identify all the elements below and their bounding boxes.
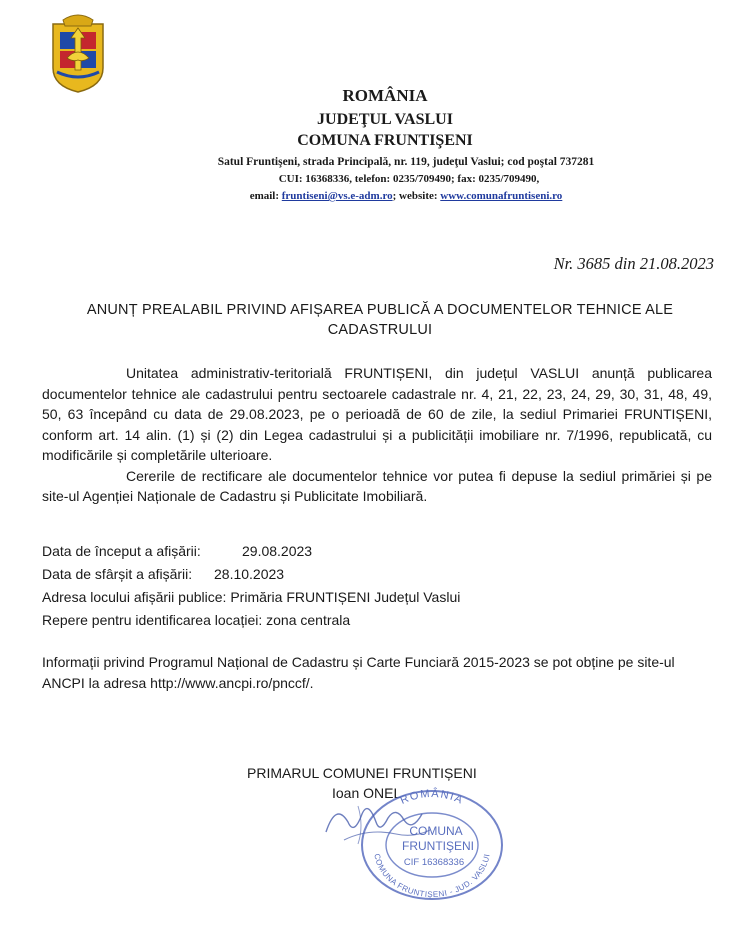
mayor-name: Ioan ONEL: [332, 785, 402, 801]
email-link[interactable]: fruntiseni@vs.e-adm.ro: [281, 190, 393, 202]
end-date-value: 28.10.2023: [214, 566, 285, 582]
stamp-middle-2: FRUNTIŞENI: [402, 839, 474, 853]
coat-of-arms-emblem: [47, 10, 109, 94]
body-paragraph-1: Unitatea administrativ-teritorială FRUNTIȘENI, din județul VASLUI anunță publicarea documentelor tehnice ale cadastrului pentru sectoarele cadastrale nr. 4, 21, 22, 23, 24, 29, 30, 31, 48, 49, 50, 63 începând cu data de 29.08.2023, pe o perioadă de 60 de zile, la sediul Primariei FRUNTIȘENI, conform art. 14 alin. (1) și (2) din Legea cadastrului și a publicității imobiliare nr. 7/1996, republicată, cu modificările și completările ulterioare.: [42, 365, 712, 463]
stamp-cif: CIF 16368336: [403, 857, 465, 868]
body-paragraph-2: Cererile de rectificare ale documentelor tehnice vor putea fi depuse la sediul primăriei și pe site-ul Agenției Naționale de Cadastru și Publicitate Imobiliară.: [42, 467, 712, 504]
handwritten-signature: [318, 792, 438, 854]
header-address: Satul Fruntişeni, strada Principală, nr. 119, judeţul Vaslui; cod poştal 737281: [217, 156, 595, 168]
start-date-label: Data de început a afișării:: [42, 543, 201, 559]
header-commune: COMUNA FRUNTIŞENI: [297, 132, 473, 149]
stamp-bottom-text: COMUNA FRUNTIŞENI - JUD. VASLUI: [372, 852, 492, 900]
end-date-label: Data de sfârșit a afișării:: [42, 566, 193, 582]
mayor-role: PRIMARUL COMUNEI FRUNTIȘENI: [247, 765, 477, 781]
header-county: JUDEŢUL VASLUI: [317, 111, 453, 128]
header-contact: [0, 190, 738, 202]
email-label: email:: [249, 190, 280, 202]
end-date-row: [42, 563, 460, 586]
header-cui: CUI: 16368336, telefon: 0235/709490; fax: 0235/709490,: [278, 173, 540, 185]
landmark-value: zona centrala: [266, 612, 351, 628]
start-date-row: [42, 540, 460, 563]
document-title: ANUNȚ PREALABIL PRIVIND AFIȘAREA PUBLICĂ A DOCUMENTELOR TEHNICE ALE CADASTRULUI: [86, 302, 674, 338]
website-label: ; website:: [392, 190, 438, 202]
landmark-row: [42, 609, 460, 632]
website-link[interactable]: www.comunafruntiseni.ro: [440, 190, 563, 202]
header-country: ROMÂNIA: [342, 86, 428, 105]
display-details: [42, 540, 460, 632]
location-row: [42, 586, 460, 609]
landmark-label: Repere pentru identificarea locației:: [42, 612, 263, 628]
document-reference-number: Nr. 3685 din 21.08.2023: [553, 254, 714, 273]
stamp-middle-1: COMUNA: [409, 824, 463, 838]
document-body: [42, 363, 712, 507]
location-value: Primăria FRUNTIȘENI Județul Vaslui: [230, 589, 461, 605]
info-paragraph: Informații privind Programul Național de Cadastru și Carte Funciară 2015-2023 se pot obține pe site-ul ANCPI la adresa http://www.ancpi.ro/pnccf/.: [42, 654, 675, 691]
start-date-value: 29.08.2023: [242, 543, 313, 559]
stamp-top-text: ROMÂNIA: [398, 787, 466, 807]
location-label: Adresa locului afișării publice:: [42, 589, 227, 605]
